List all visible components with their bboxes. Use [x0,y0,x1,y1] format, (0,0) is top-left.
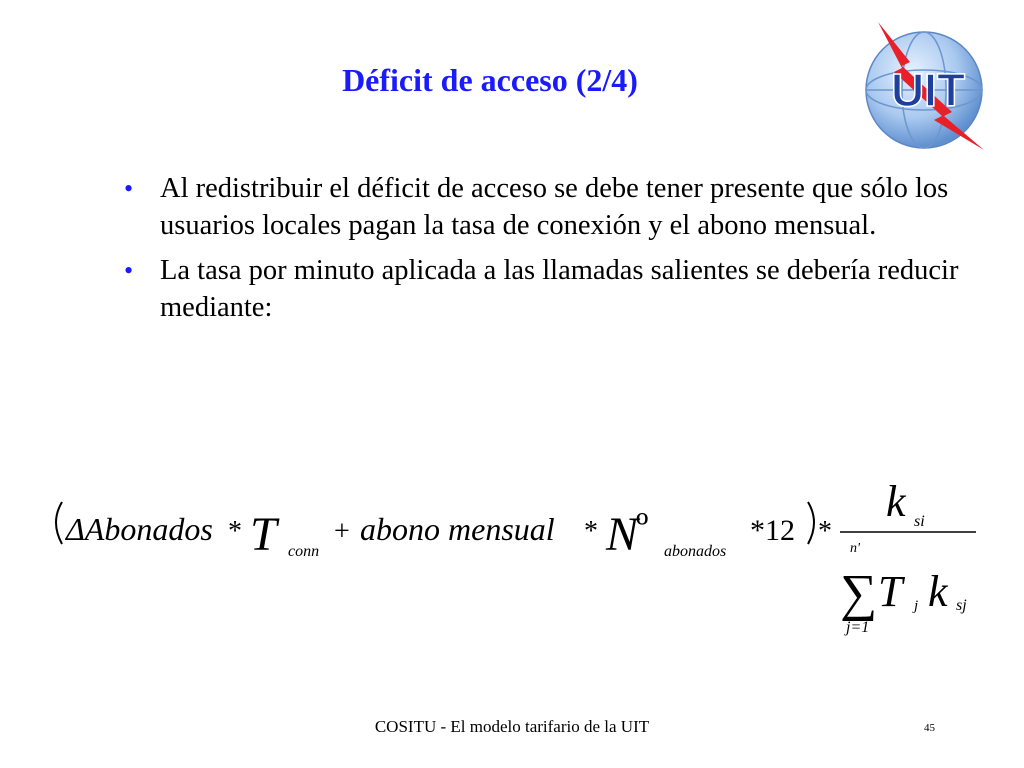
slide-title: Déficit de acceso (2/4) [342,62,638,98]
formula-T: T [250,508,277,561]
logo-text: UIT [890,64,966,116]
formula-plus: + [334,516,350,547]
formula-right-paren [808,502,814,544]
formula-star: * [818,516,832,547]
formula-left-paren [56,502,62,544]
page-number: 45 [924,722,935,734]
bullet-item [120,252,980,326]
formula-star: * [584,516,598,547]
formula-lower-limit: j=1 [846,619,870,636]
formula-upper-limit: n' [850,541,860,556]
bullet-marker: • [124,174,134,203]
formula-star: * [228,516,242,547]
formula-abono-mensual: abono mensual [360,511,555,547]
uit-logo [858,16,998,156]
slide-footer: COSITU - El modelo tarifario de la UIT [374,717,650,736]
formula-degree: º [636,504,649,549]
bullet-item [120,170,980,244]
formula-abonados: abonados [664,543,727,560]
formula-conn: conn [288,543,320,560]
bullet-list [120,170,980,334]
bullet-marker: • [124,256,134,285]
formula-N: N [606,508,639,561]
formula-si: si [914,513,925,530]
formula-times-12: *12 [750,514,795,547]
formula-T-j: T [878,567,903,616]
tariff-formula [40,470,1000,660]
formula-sum: ∑ [840,565,878,622]
bullet-text: La tasa por minuto aplicada a las llamadas salientes se debería reducir mediante: [160,255,959,323]
formula-j: j [914,598,919,614]
formula-sj: sj [956,597,967,614]
formula-k-denom: k [928,567,948,616]
formula-k: k [886,477,906,526]
formula-delta-abonados: ΔAbonados [66,511,213,547]
bullet-text: Al redistribuir el déficit de acceso se debe tener presente que sólo los usuarios locales pagan la tasa de conexión y el abono mensual. [160,173,949,241]
